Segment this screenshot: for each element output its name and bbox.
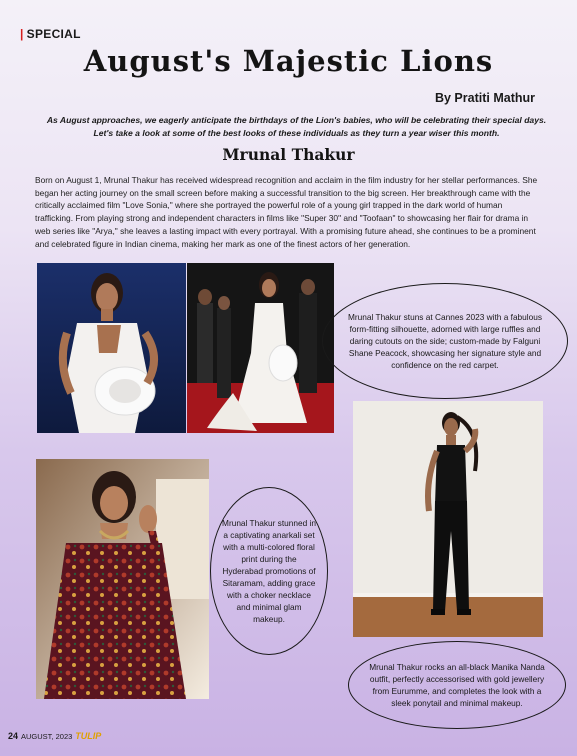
issue-date: AUGUST, 2023 — [21, 732, 73, 741]
page-footer — [8, 731, 101, 741]
article-body: Born on August 1, Mrunal Thakur has received widespread recognition and acclaim in the film industry for her stellar performances. She began her acting journey on the small screen before making a successful transition to the big screen. Her breakthrough came with the critically acclaimed film "Love Sonia," where she portrayed the powerful role of a young girl trapped in the dark world of human trafficking. From playing strong and independent characters in films like "Super 30" and "Toofaan" to showcasing her flair for drama in web series like "Arya," she leaves a lasting impact with every portrayal. With a promising future ahead, she continues to be a prominent and celebrated figure in Indian cinema, making her mark as one of the finest actors of her generation. — [35, 175, 538, 249]
article-intro: As August approaches, we eagerly anticipate the birthdays of the Lion's babies, who will be celebrating their special days. Let's take a look at some of the best looks of these individuals as they turn a year wiser this month. — [46, 115, 547, 138]
section-bar: | — [20, 27, 24, 41]
photo-anarkali — [36, 459, 209, 699]
section-subtitle: Mrunal Thakur — [222, 145, 355, 164]
photo-black-outfit — [353, 401, 543, 637]
caption-cannes — [322, 283, 568, 399]
section-label: SPECIAL — [26, 27, 81, 41]
caption-black-outfit — [348, 641, 566, 729]
caption-cannes-text: Mrunal Thakur stuns at Cannes 2023 with a fabulous form-fitting silhouette, adorned with large ruffles and daring cutouts on the side; custom-made by Falguni Shane Peacock, showcasing her signature style and confidence on the red carpet. — [347, 312, 543, 370]
page-number: 24 — [8, 731, 19, 741]
photo-cannes-redcarpet — [187, 263, 334, 433]
caption-anarkali — [210, 487, 328, 655]
photo-cannes-portrait — [37, 263, 186, 433]
brand-logo: TULIP — [75, 731, 102, 741]
article-title: August's Majestic Lions — [83, 44, 494, 78]
caption-anarkali-text: Mrunal Thakur stunned in a captivating anarkali set with a multi-colored floral print during the Hyderabad promotions of Sitaramam, adding grace with a choker necklace and minimal glam makeup. — [222, 518, 316, 624]
article-byline: By Pratiti Mathur — [434, 91, 535, 105]
caption-black-outfit-text: Mrunal Thakur rocks an all-black Manika Nanda outfit, perfectly accessorised with gold jewellery from Eurumme, and completes the look with a sleek ponytail and minimal makeup. — [369, 662, 545, 708]
section-tag — [20, 27, 81, 41]
